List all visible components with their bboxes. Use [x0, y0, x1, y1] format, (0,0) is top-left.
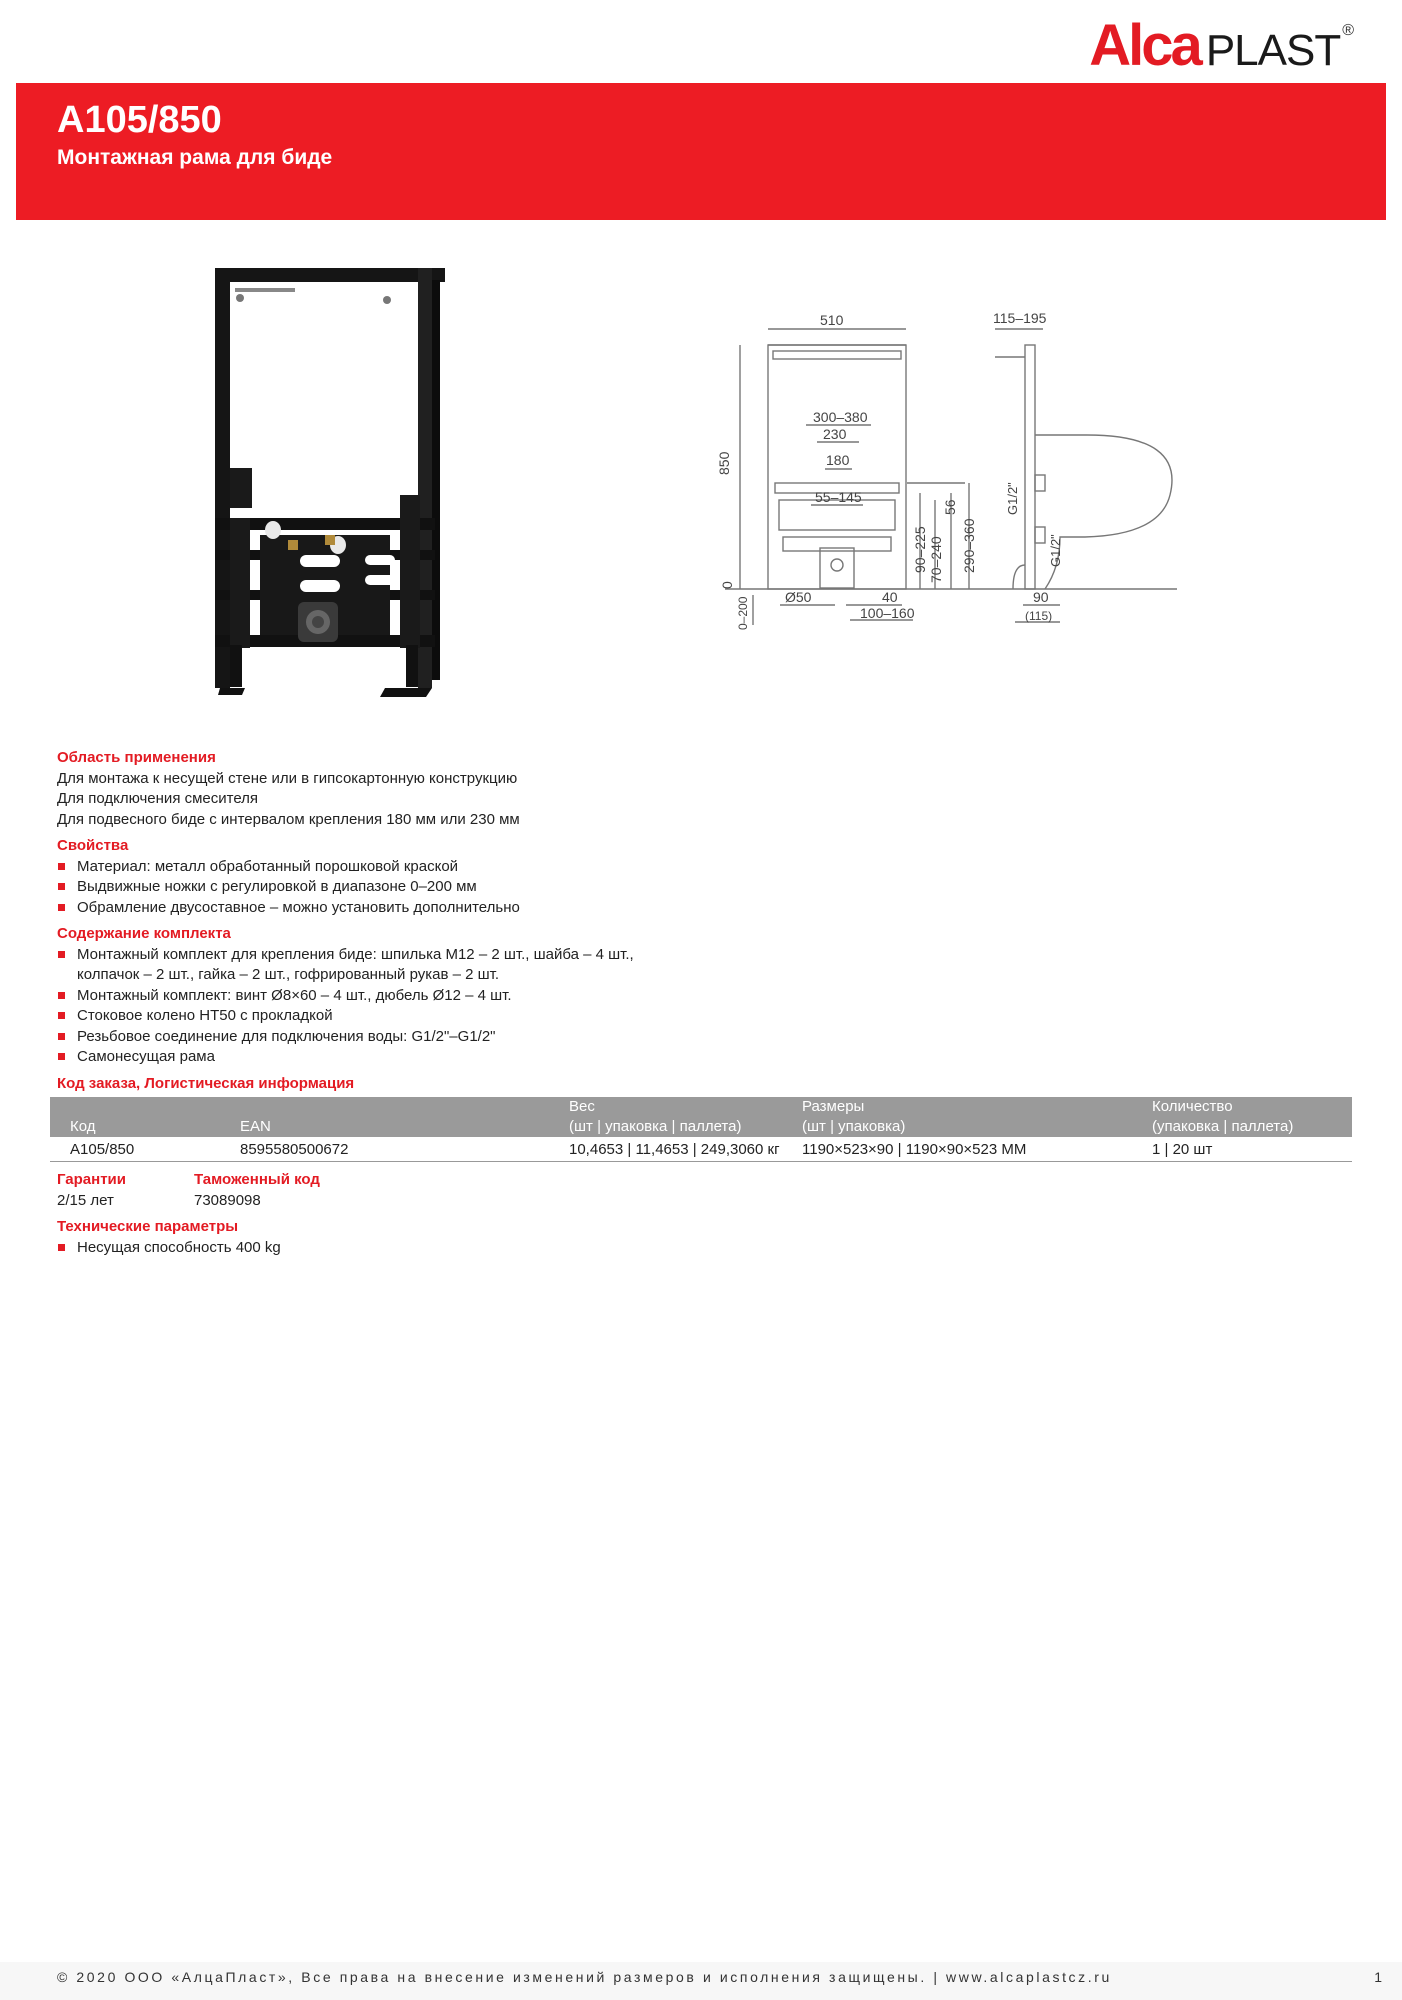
page-number: 1 [1374, 1969, 1382, 1985]
table-cell: 8595580500672 [240, 1137, 569, 1162]
dim-70-240: 70–240 [928, 536, 944, 583]
dim-40: 40 [882, 589, 898, 605]
warranty-value: 2/15 лет [57, 1191, 114, 1209]
page-footer [0, 1962, 1402, 2000]
header-cell: Размеры [802, 1098, 865, 1115]
application-line: Для подключения смесителя [57, 790, 259, 807]
table-header-row [50, 1117, 1352, 1137]
header-cell: (шт | упаковка | паллета) [569, 1118, 742, 1135]
product-code: A105/850 [57, 99, 222, 141]
spec-content [57, 748, 1357, 1094]
kit-item: Монтажный комплект: винт Ø8×60 – 4 шт., дюбель Ø12 – 4 шт. [57, 986, 1357, 1007]
tech-title: Технические параметры [57, 1218, 239, 1235]
dim-90: 90 [1033, 589, 1049, 605]
product-subtitle: Монтажная рама для биде [57, 146, 333, 169]
header-cell: EAN [240, 1118, 271, 1135]
kit-item: Стоковое колено HT50 с прокладкой [57, 1006, 1357, 1027]
kit-item-line: Монтажный комплект для крепления биде: шпилька М12 – 2 шт., шайба – 4 шт., [77, 945, 634, 963]
logistics-table [50, 1097, 1352, 1162]
dim-0-200: 0–200 [736, 596, 750, 630]
dim-180: 180 [826, 452, 850, 468]
warranty-title: Гарантии [57, 1171, 127, 1188]
header-cell: Вес [569, 1098, 595, 1115]
dim-290-360: 290–360 [961, 518, 977, 573]
tech-item: Несущая способность 400 kg [57, 1238, 281, 1259]
application-title: Область применения [57, 749, 216, 766]
kit-item: Самонесущая рама [57, 1047, 1357, 1068]
dim-850: 850 [716, 451, 732, 475]
dim-56: 56 [942, 499, 958, 515]
dim-g12-bottom: G1/2" [1048, 534, 1063, 567]
customs-title: Таможенный код [194, 1171, 320, 1188]
kit-item [57, 945, 1357, 986]
kit-item-continuation: колпачок – 2 шт., гайка – 2 шт., гофрированный рукав – 2 шт. [77, 966, 500, 983]
kit-title: Содержание комплекта [57, 925, 231, 942]
properties-title: Свойства [57, 837, 129, 854]
application-line: Для монтажа к несущей стене или в гипсокартонную конструкцию [57, 769, 518, 787]
tech-list [57, 1238, 281, 1259]
properties-item: Выдвижные ножки с регулировкой в диапазоне 0–200 мм [57, 877, 1357, 898]
table-cell: 10,4653 | 11,4653 | 249,3060 кг [569, 1137, 802, 1162]
registered-mark: ® [1342, 22, 1354, 39]
header-cell [50, 1097, 240, 1117]
dim-55-145: 55–145 [815, 489, 862, 505]
dim-230: 230 [823, 426, 847, 442]
customs-value: 73089098 [194, 1191, 261, 1209]
brand-logo-alca: Alca [1089, 13, 1200, 78]
properties-item: Материал: металл обработанный порошковой краской [57, 857, 1357, 878]
table-cell: 1 | 20 шт [1152, 1137, 1352, 1162]
table-cell: 1190×523×90 | 1190×90×523 ММ [802, 1137, 1152, 1162]
header-cell: Код [70, 1118, 96, 1135]
table-row [50, 1137, 1352, 1162]
header-cell [240, 1097, 569, 1117]
table-header-row [50, 1097, 1352, 1117]
warranty-block [57, 1170, 126, 1211]
footer-text: © 2020 ООО «АлцаПласт», Все права на внесение изменений размеров и исполнения защищены. | www.alcaplastcz.ru [57, 1969, 1112, 1985]
dim-300-380: 300–380 [813, 409, 868, 425]
tech-block [57, 1217, 281, 1258]
application-line: Для подвесного биде с интервалом крепления 180 мм или 230 мм [57, 810, 520, 828]
dim-0: 0 [719, 581, 735, 589]
kit-list [57, 945, 1357, 1068]
header-cell: (упаковка | паллета) [1152, 1118, 1294, 1135]
header-cell: Количество [1152, 1098, 1233, 1115]
brand-logo-plast: PLAST [1205, 26, 1341, 75]
product-photo [180, 250, 480, 710]
dim-115: (115) [1025, 609, 1053, 623]
kit-item: Резьбовое соединение для подключения воды: G1/2"–G1/2" [57, 1027, 1357, 1048]
dim-g12-top: G1/2" [1005, 482, 1020, 515]
customs-block [194, 1170, 320, 1211]
title-banner [16, 83, 1386, 220]
header-cell: (шт | упаковка) [802, 1118, 906, 1135]
dim-90-225: 90–225 [912, 526, 928, 573]
order-title: Код заказа, Логистическая информация [57, 1074, 355, 1092]
dim-115-195: 115–195 [993, 310, 1047, 326]
table-cell: A105/850 [50, 1137, 240, 1162]
brand-logo [1089, 12, 1354, 79]
technical-drawing [715, 305, 1195, 635]
properties-item: Обрамление двусоставное – можно установить дополнительно [57, 898, 1357, 919]
dim-510: 510 [820, 312, 844, 328]
dim-o50: Ø50 [785, 589, 812, 605]
properties-list [57, 857, 1357, 919]
dim-100-160: 100–160 [860, 605, 915, 621]
